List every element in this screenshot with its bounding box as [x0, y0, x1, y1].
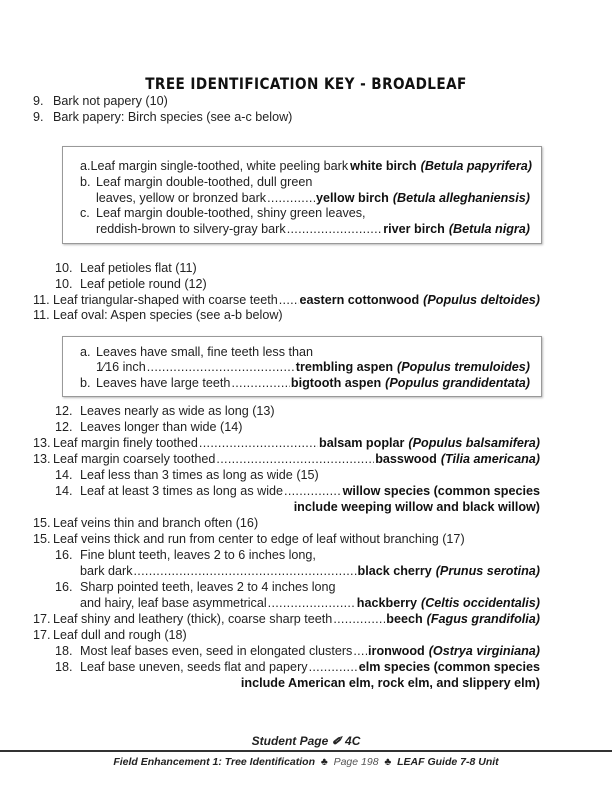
separator-icon: ♣	[384, 756, 392, 768]
step-text: reddish-brown to silvery-gray bark	[96, 222, 286, 236]
step-number: 17.	[33, 612, 51, 626]
common-name: elm species (common species	[358, 660, 540, 674]
step-text: Sharp pointed teeth, leaves 2 to 4 inches long	[80, 580, 336, 594]
key-entry	[55, 403, 540, 419]
dot-leader	[353, 643, 367, 659]
step-number: 12.	[55, 404, 73, 418]
key-entry	[55, 419, 540, 435]
step-text: Leaf triangular-shaped with coarse teeth	[53, 293, 278, 307]
key-entry	[80, 174, 530, 190]
step-number: b.	[80, 376, 91, 390]
key-entry	[33, 435, 540, 451]
scientific-name: (Betula nigra)	[448, 222, 530, 236]
step-text: Leaf petioles flat (11)	[80, 261, 197, 275]
key-entry	[33, 611, 540, 627]
step-number: c.	[80, 206, 90, 220]
step-number: b.	[80, 175, 91, 189]
step-text: Leaf petiole round (12)	[80, 277, 207, 291]
scientific-name: (Prunus serotina)	[435, 564, 540, 578]
common-name: willow species (common species	[342, 484, 540, 498]
dot-leader	[333, 611, 385, 627]
key-entry	[33, 292, 540, 308]
step-text: Leaves nearly as wide as long (13)	[80, 404, 275, 418]
key-entry	[55, 467, 540, 483]
step-number: 14.	[55, 468, 73, 482]
step-number: 10.	[55, 277, 73, 291]
common-name: black cherry	[357, 564, 432, 578]
key-entry	[33, 109, 540, 125]
key-entry	[55, 643, 540, 659]
key-entry	[80, 158, 530, 174]
step-number: 16.	[55, 548, 73, 562]
step-text: Leaf less than 3 times as long as wide (15)	[80, 468, 319, 482]
step-number: 9.	[33, 110, 44, 124]
step-number: 14.	[55, 484, 73, 498]
step-text: Leaf margin double-toothed, dull green	[96, 175, 313, 189]
common-name: yellow birch	[316, 191, 389, 205]
key-entry	[96, 359, 530, 375]
scientific-name: (Betula alleghaniensis)	[392, 191, 530, 205]
key-entry	[80, 344, 530, 360]
step-text: Leaf margin double-toothed, shiny green leaves,	[96, 206, 366, 220]
common-name: ironwood	[368, 644, 425, 658]
step-number: 12.	[55, 420, 73, 434]
dot-leader	[268, 595, 356, 611]
common-name: beech	[386, 612, 423, 626]
common-name: basswood	[375, 452, 437, 466]
step-number: a.	[80, 159, 91, 173]
key-entry	[33, 531, 540, 547]
dot-leader	[284, 483, 342, 499]
step-number: a.	[80, 345, 91, 359]
scientific-name: (Populus tremuloides)	[397, 360, 530, 374]
step-number: 11.	[33, 293, 50, 307]
step-text: Leaf at least 3 times as long as wide	[80, 484, 284, 498]
common-name: river birch	[383, 222, 445, 236]
scientific-name: (Populus grandidentata)	[385, 376, 530, 390]
step-number: 18.	[55, 644, 73, 658]
student-page-label: Student Page ✐ 4C	[251, 734, 361, 748]
step-text: Leaves longer than wide (14)	[80, 420, 243, 434]
key-entry	[33, 451, 540, 467]
key-entry	[96, 221, 530, 237]
key-entry	[33, 307, 540, 323]
key-entry	[55, 483, 540, 499]
step-text: Leaf base uneven, seeds flat and papery	[80, 660, 308, 674]
key-entry	[33, 515, 540, 531]
scientific-name: (Populus balsamifera)	[408, 436, 540, 450]
step-text: Leaf dull and rough (18)	[53, 628, 187, 642]
scientific-name: (Celtis occidentalis)	[421, 596, 540, 610]
step-number: 11.	[33, 308, 50, 322]
key-entry	[55, 260, 540, 276]
dot-leader	[216, 451, 374, 467]
step-text: Leaf margin finely toothed	[53, 436, 198, 450]
common-name: eastern cottonwood	[299, 293, 420, 307]
key-entry	[55, 579, 540, 595]
step-text: Leaf margin coarsely toothed	[53, 452, 216, 466]
key-entry	[55, 276, 540, 292]
key-entry	[80, 563, 540, 579]
key-entry	[55, 659, 540, 675]
dot-leader	[134, 563, 357, 579]
footer-guide-title: LEAF Guide 7-8 Unit	[397, 756, 499, 768]
key-entry	[80, 595, 540, 611]
step-number: 10.	[55, 261, 73, 275]
step-number: 15.	[33, 516, 51, 530]
step-text: bark dark	[80, 564, 133, 578]
step-text: Leaf veins thick and run from center to edge of leaf without branching (17)	[53, 532, 465, 546]
separator-icon: ♣	[320, 756, 328, 768]
footer-unit-title: Field Enhancement 1: Tree Identification	[113, 756, 316, 768]
dot-leader	[147, 359, 295, 375]
step-text: and hairy, leaf base asymmetrical	[80, 596, 267, 610]
step-text: Fine blunt teeth, leaves 2 to 6 inches long,	[80, 548, 316, 562]
step-number: 13.	[33, 436, 51, 450]
footer	[0, 756, 612, 768]
step-number: 9.	[33, 94, 44, 108]
step-text: Bark papery: Birch species (see a-c below)	[53, 110, 293, 124]
common-name: trembling aspen	[295, 360, 394, 374]
common-name: white birch	[350, 159, 417, 173]
common-name: include weeping willow and black willow)	[293, 500, 540, 514]
scientific-name: (Fagus grandifolia)	[426, 612, 540, 626]
step-text: Leaf oval: Aspen species (see a-b below)	[53, 308, 283, 322]
step-number: 16.	[55, 580, 73, 594]
key-entry	[33, 627, 540, 643]
common-name: hackberry	[356, 596, 418, 610]
key-entry	[240, 675, 540, 691]
step-text: Most leaf bases even, seed in elongated clusters	[80, 644, 353, 658]
step-number: 18.	[55, 660, 73, 674]
step-number: 13.	[33, 452, 51, 466]
step-number: 15.	[33, 532, 51, 546]
step-number: 17.	[33, 628, 51, 642]
page-title: TREE IDENTIFICATION KEY - BROADLEAF	[145, 74, 467, 93]
dot-leader	[287, 221, 383, 237]
dot-leader	[231, 375, 289, 391]
step-text: Bark not papery (10)	[53, 94, 168, 108]
dot-leader	[199, 435, 318, 451]
key-entry	[80, 205, 530, 221]
step-text: Leaf shiny and leathery (thick), coarse sharp teeth	[53, 612, 333, 626]
page-number: Page 198	[333, 756, 379, 768]
key-entry	[80, 375, 530, 391]
step-text: Leaves have small, fine teeth less than	[96, 345, 314, 359]
common-name: balsam poplar	[319, 436, 405, 450]
scientific-name: (Betula papyrifera)	[420, 159, 532, 173]
common-name: include American elm, rock elm, and slippery elm)	[240, 676, 540, 690]
footer-divider	[0, 750, 612, 752]
dot-leader	[309, 659, 358, 675]
step-text: 1⁄16 inch	[96, 360, 146, 374]
step-text: leaves, yellow or bronzed bark	[96, 191, 267, 205]
scientific-name: (Populus deltoides)	[423, 293, 540, 307]
step-text: Leaf margin single-toothed, white peeling bark	[90, 159, 349, 173]
step-text: Leaf veins thin and branch often (16)	[53, 516, 259, 530]
common-name: bigtooth aspen	[290, 376, 382, 390]
key-entry	[55, 547, 540, 563]
dot-leader	[267, 190, 315, 206]
key-entry	[33, 93, 540, 109]
dot-leader	[279, 292, 299, 308]
key-entry	[96, 190, 530, 206]
scientific-name: (Ostrya virginiana)	[428, 644, 540, 658]
step-text: Leaves have large teeth	[96, 376, 231, 390]
key-entry	[293, 499, 540, 515]
scientific-name: (Tilia americana)	[440, 452, 540, 466]
